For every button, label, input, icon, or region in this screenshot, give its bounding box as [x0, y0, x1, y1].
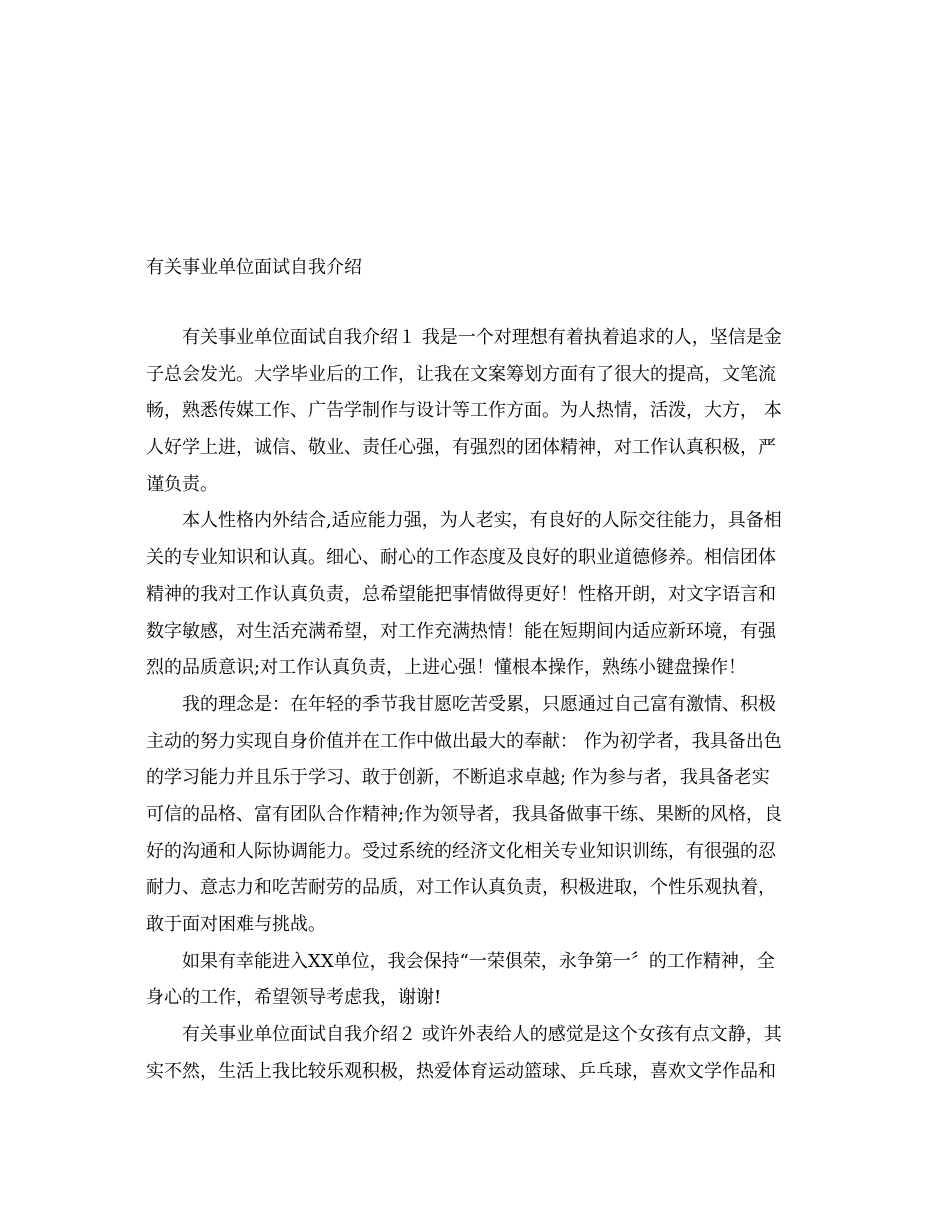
text-line: 数字敏感，对生活充满希望，对工作充满热情！能在短期间内适应新环境，有强 [146, 620, 776, 642]
text-line: 本人性格内外结合,适应能力强，为人老实，有良好的人际交往能力，具备相 [182, 510, 782, 532]
text-line: 好的沟通和人际协调能力。受过系统的经济文化相关专业知识训练，有很强的忍 [146, 840, 776, 862]
text-line: 人好学上进，诚信、敬业、责任心强，有强烈的团体精神，对工作认真积极，严 [146, 437, 776, 459]
text-line: 精神的我对工作认真负责，总希望能把事情做得更好！性格开朗，对文字语言和 [146, 583, 776, 605]
text-line: 有关事业单位面试自我介绍２ 或许外表给人的感觉是这个女孩有点文静，其 [182, 1024, 782, 1046]
text-line: 有关事业单位面试自我介绍１ 我是一个对理想有着执着追求的人，坚信是金 [182, 327, 782, 348]
text-line: 敢于面对困难与挑战。 [146, 914, 326, 935]
text-line: 的学习能力并且乐于学习、敢于创新，不断追求卓越; 作为参与者，我具备老实 [146, 767, 770, 789]
text-line: 子总会发光。大学毕业后的工作，让我在文案筹划方面有了很大的提高，文笔流 [146, 363, 776, 385]
text-line: 如果有幸能进入XX单位，我会保持“一荣俱荣，永争第一〞的工作精神，全 [182, 950, 775, 972]
text-line: 关的专业知识和认真。细心、耐心的工作态度及良好的职业道德修养。相信团体 [146, 547, 776, 569]
text-line: 我的理念是：在年轻的季节我甘愿吃苦受累，只愿通过自己富有激情、积极 [182, 693, 776, 715]
document-title: 有关事业单位面试自我介绍 [146, 257, 362, 278]
text-line: 身心的工作，希望领导考虑我，谢谢! [146, 987, 442, 1009]
text-line: 烈的品质意识;对工作认真负责，上进心强！懂根本操作，熟练小键盘操作！ [146, 657, 747, 679]
text-line: 可信的品格、富有团队合作精神;作为领导者，我具备做事干练、果断的风格，良 [146, 803, 783, 825]
text-line: 畅，熟悉传媒工作、广告学制作与设计等工作方面。为人热情，活泼，大方， 本 [146, 400, 782, 422]
document-body [146, 320, 806, 1090]
text-line: 谨负责。 [146, 473, 218, 495]
text-line: 实不然，生活上我比较乐观积极，热爱体育运动篮球、乒乓球，喜欢文学作品和 [146, 1060, 776, 1082]
text-line: 耐力、意志力和吃苦耐劳的品质，对工作认真负责，积极进取，个性乐观执着， [146, 877, 776, 899]
text-line: 主动的努力实现自身价值并在工作中做出最大的奉献： 作为初学者，我具备出色 [146, 730, 782, 752]
